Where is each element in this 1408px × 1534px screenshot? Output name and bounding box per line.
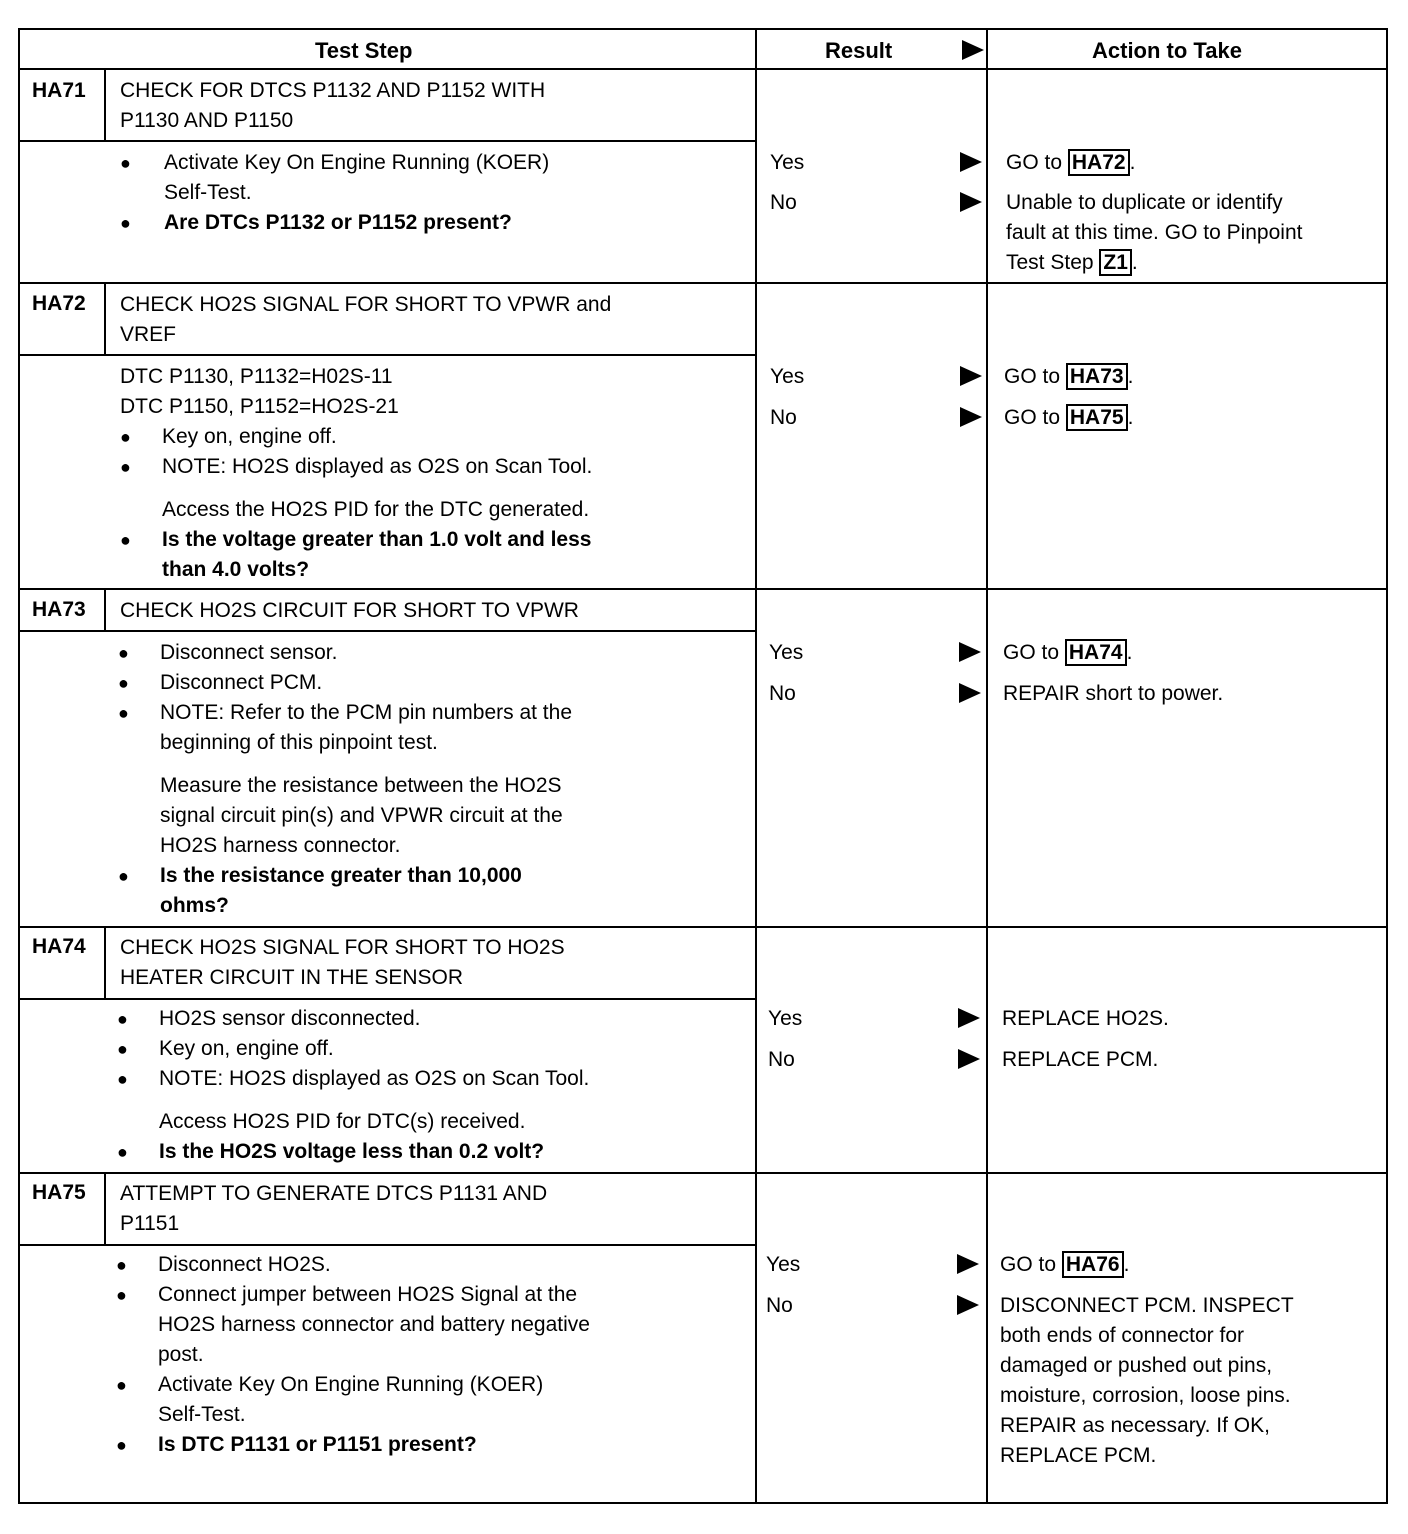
step-reference-link[interactable]: Z1 bbox=[1099, 249, 1132, 276]
action-yes: GO to HA73 . bbox=[1004, 365, 1134, 388]
arrow-icon bbox=[960, 152, 982, 172]
step-text: Activate Key On Engine Running (KOER) bbox=[164, 151, 550, 174]
step-text: Key on, engine off. bbox=[159, 1037, 334, 1060]
step-question: Is the resistance greater than 10,000 bbox=[160, 864, 522, 887]
step-title-divider bbox=[20, 354, 755, 356]
step-reference-link[interactable]: HA76 bbox=[1062, 1251, 1124, 1278]
header-action: Action to Take bbox=[1092, 38, 1242, 63]
step-title-divider bbox=[20, 630, 755, 632]
result-yes: Yes bbox=[770, 151, 805, 174]
step-id: HA71 bbox=[32, 79, 86, 102]
arrow-icon bbox=[959, 642, 981, 662]
step-reference-link[interactable]: HA72 bbox=[1068, 149, 1130, 176]
result-yes: Yes bbox=[770, 365, 805, 388]
step-text: signal circuit pin(s) and VPWR circuit at the bbox=[160, 804, 563, 827]
result-no: No bbox=[770, 406, 797, 429]
action-no: GO to HA75 . bbox=[1004, 406, 1134, 429]
arrow-icon bbox=[957, 1254, 979, 1274]
step-question: Are DTCs P1132 or P1152 present? bbox=[164, 211, 512, 234]
arrow-icon bbox=[960, 366, 982, 386]
column-divider-action bbox=[986, 30, 988, 1502]
step-text: Disconnect PCM. bbox=[160, 671, 323, 694]
arrow-icon bbox=[960, 407, 982, 427]
table-header bbox=[20, 30, 1386, 70]
step-reference-link[interactable]: HA74 bbox=[1065, 639, 1127, 666]
step-question: Is the HO2S voltage less than 0.2 volt? bbox=[159, 1140, 545, 1163]
result-no: No bbox=[766, 1294, 793, 1317]
step-text: Self-Test. bbox=[158, 1403, 246, 1426]
result-yes: Yes bbox=[768, 1007, 803, 1030]
arrow-icon bbox=[958, 1049, 980, 1069]
bullet-icon: ● bbox=[120, 457, 131, 477]
result-no: No bbox=[769, 682, 796, 705]
step-text: Self-Test. bbox=[164, 181, 252, 204]
step-title-divider bbox=[20, 998, 755, 1000]
step-id: HA73 bbox=[32, 598, 86, 621]
step-question: than 4.0 volts? bbox=[162, 558, 310, 581]
bullet-icon: ● bbox=[116, 1435, 127, 1455]
step-title: CHECK HO2S SIGNAL FOR SHORT TO VPWR and VREF bbox=[120, 293, 612, 346]
step-question: Is the voltage greater than 1.0 volt and less bbox=[162, 528, 592, 551]
step-id: HA74 bbox=[32, 935, 86, 958]
bullet-icon: ● bbox=[117, 1009, 128, 1029]
step-text: Disconnect HO2S. bbox=[158, 1253, 331, 1276]
action-no: Unable to duplicate or identify fault at this time. GO to Pinpoint Test Step Z1 . bbox=[1006, 191, 1303, 274]
step-reference-link[interactable]: HA75 bbox=[1066, 404, 1128, 431]
arrow-icon bbox=[960, 192, 982, 212]
diagnostic-table bbox=[18, 28, 1388, 1504]
step-title: ATTEMPT TO GENERATE DTCS P1131 AND P1151 bbox=[120, 1182, 548, 1235]
result-yes: Yes bbox=[769, 641, 804, 664]
row-divider bbox=[20, 588, 1386, 590]
header-result: Result bbox=[825, 38, 893, 63]
step-reference-link[interactable]: HA73 bbox=[1066, 363, 1128, 390]
bullet-icon: ● bbox=[118, 703, 129, 723]
bullet-icon: ● bbox=[116, 1285, 127, 1305]
bullet-icon: ● bbox=[120, 213, 131, 233]
bullet-icon: ● bbox=[117, 1039, 128, 1059]
step-text: beginning of this pinpoint test. bbox=[160, 731, 438, 754]
step-text: Connect jumper between HO2S Signal at the bbox=[158, 1283, 578, 1306]
step-text: Activate Key On Engine Running (KOER) bbox=[158, 1373, 544, 1396]
bullet-icon: ● bbox=[118, 866, 129, 886]
header-arrow-icon bbox=[962, 40, 984, 60]
bullet-icon: ● bbox=[120, 530, 131, 550]
bullet-icon: ● bbox=[120, 153, 131, 173]
bullet-icon: ● bbox=[120, 427, 131, 447]
bullet-icon: ● bbox=[116, 1375, 127, 1395]
step-text: NOTE: HO2S displayed as O2S on Scan Tool. bbox=[162, 455, 593, 478]
step-text: HO2S harness connector. bbox=[160, 834, 401, 857]
bullet-icon: ● bbox=[118, 643, 129, 663]
step-question: Is DTC P1131 or P1151 present? bbox=[158, 1433, 477, 1456]
step-text: post. bbox=[158, 1343, 204, 1366]
action-no: REPAIR short to power. bbox=[1003, 682, 1224, 705]
step-text: DTC P1130, P1132=H02S-11 bbox=[120, 365, 393, 388]
row-divider bbox=[20, 1172, 1386, 1174]
step-text: NOTE: HO2S displayed as O2S on Scan Tool. bbox=[159, 1067, 590, 1090]
action-yes: GO to HA72 . bbox=[1006, 151, 1136, 174]
step-title-divider bbox=[20, 1244, 755, 1246]
result-yes: Yes bbox=[766, 1253, 801, 1276]
action-yes: REPLACE HO2S. bbox=[1002, 1007, 1169, 1030]
step-title: CHECK HO2S CIRCUIT FOR SHORT TO VPWR bbox=[120, 599, 579, 622]
action-no: REPLACE PCM. bbox=[1002, 1048, 1159, 1071]
step-text: Measure the resistance between the HO2S bbox=[160, 774, 562, 797]
step-text: Key on, engine off. bbox=[162, 425, 337, 448]
step-title: CHECK HO2S SIGNAL FOR SHORT TO HO2S HEATER CIRCUIT IN THE SENSOR bbox=[120, 936, 565, 989]
row-divider bbox=[20, 282, 1386, 284]
column-divider-result bbox=[755, 30, 757, 1502]
bullet-icon: ● bbox=[118, 673, 129, 693]
result-no: No bbox=[770, 191, 797, 214]
step-id: HA75 bbox=[32, 1181, 86, 1204]
action-yes: GO to HA74 . bbox=[1003, 641, 1133, 664]
arrow-icon bbox=[958, 1008, 980, 1028]
result-no: No bbox=[768, 1048, 795, 1071]
step-id: HA72 bbox=[32, 292, 86, 315]
step-text: Access the HO2S PID for the DTC generated. bbox=[162, 498, 590, 521]
arrow-icon bbox=[959, 683, 981, 703]
step-title: CHECK FOR DTCS P1132 AND P1152 WITH P1130 AND P1150 bbox=[120, 79, 546, 132]
step-text: HO2S harness connector and battery negative bbox=[158, 1313, 590, 1336]
action-yes: GO to HA76 . bbox=[1000, 1253, 1130, 1276]
step-text: NOTE: Refer to the PCM pin numbers at the bbox=[160, 701, 573, 724]
step-text: Disconnect sensor. bbox=[160, 641, 338, 664]
row-divider bbox=[20, 926, 1386, 928]
bullet-icon: ● bbox=[117, 1142, 128, 1162]
action-no: DISCONNECT PCM. INSPECT both ends of connector for damaged or pushed out pins, moisture, corrosion, loose pins. REPAIR as necessary. If OK, REPLACE PCM. bbox=[1000, 1294, 1294, 1467]
header-test-step: Test Step bbox=[315, 38, 413, 63]
bullet-icon: ● bbox=[117, 1069, 128, 1089]
step-title-divider bbox=[20, 140, 755, 142]
bullet-icon: ● bbox=[116, 1255, 127, 1275]
step-text: HO2S sensor disconnected. bbox=[159, 1007, 421, 1030]
step-text: DTC P1150, P1152=HO2S-21 bbox=[120, 395, 399, 418]
step-text: Access HO2S PID for DTC(s) received. bbox=[159, 1110, 526, 1133]
step-question: ohms? bbox=[160, 894, 229, 917]
arrow-icon bbox=[957, 1295, 979, 1315]
